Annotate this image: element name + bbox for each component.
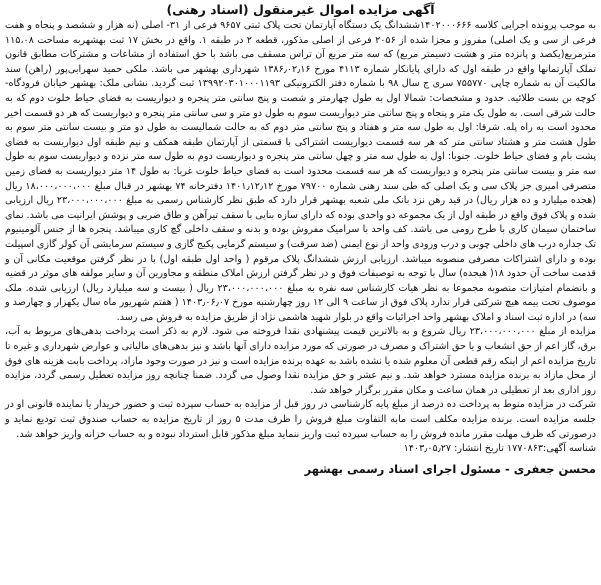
notice-title: آگهی مزایده اموال غیرمنقول (اسناد رهنی) <box>166 2 435 17</box>
notice-paragraph-participation: شرکت در مزایده منوط به پرداخت ده درصد از مبلغ پایه کارشناسی در روز قبل از مزایده به حساب سپرده ثبت و حضور خریدار یا نماینده قانونی او در جلسه مزایده است. برنده مزایده مکلف است مابه التفاوت مبلغ فروش را ظرف مدت ۵ روز از تاریخ مزایده به حساب صندوق ثبت تودیع نماید و درصورتی که ظرف مهلت مقرر مانده فروش را به حساب سپرده ثبت واریز ننماید مبلغ مذکور قابل استرداد نبوده و به حساب خزانه واریز خواهد شد. <box>5 399 596 440</box>
notice-id-label: شناسه آگهی: <box>543 443 596 455</box>
notice-signature: محسن جعفری - مسئول اجرای اسناد رسمی بهشهر <box>304 461 596 476</box>
notice-paragraph-property: به موجب پرونده اجرایی کلاسه ۱۴۰۲۰۰۰۶۶۶ششدانگ یک دستگاه آپارتمان تحت پلاک ثبتی ۹۶۵۷ فرعی از ۳۱- اصلی (نه هزار و ششصد و پنجاه و هفت فرعی از سی و یک اصلی) مفروز و مجزا شده از ۲۰۵۶ فرعی از اصلی مذکور، قطعه ۲ در طبقه ۱. واقع در بخش ۱۷ ثبت بهشهربه مساحت ۱۱۵،۰۸ مترمربع(یکصد و پانزده متر و هشت دسیمتر مربع) که سه متر مربع آن تراس مسقف می باشد با حق استفاده از مشاعات و مشترکات مطابق قانون تملک آپارتمانها واقع در طبقه اول که دارای پایانکار شماره ۴۱۱۳ مورخ ۱۳۸۶٫۰۲٫۱۶ شهرداری بهشهر می باشد. ملکی حمید سهرابی‌پور (راهن) سند مالکیت آن به شماره چاپی ۷۵۵۷۷۰ سری ج سال ۹۸ با شماره دفتر الکترونیکی ۱۳۹۹۲۰۳۰۱۰۰۰۱۱۹۳ ثبت گردید. نشانی ملک: بهشهر خیابان فرودگاه- کوچه بن بست طلائیه. حدود و مشخصات: شمالا اول به طول چهارمتر و شصت و پنج سانتی متر پنجره و دیواریست به فضای حیاط خلوت دوم که به حالت شرقی است. به طول یک متر و پنجاه و پنج سانتی متر دیواریست سوم به طول دو متر و سی سانتی متر پنجره و دیواریست که هر دو قسمت اخیر محدود است به راه پله. شرقا: اول به طول سه متر و هفتاد و پنج سانتی متر دوم که به حالت شمالیست به طول دو متر و بیست سانتی متر سوم به طول هشت متر و هشتاد سانتی متر که هر سه قسمت دیواریست اشتراکی با قسمتی از آپارتمان طبقه همکف و نیم طبقه اول دیواریست به فضای پشت بام و فضای حیاط خلوت. جنوبا: اول به طول سه متر و چهل سانتی متر پنجره و دیواریست دوم به طول سه متر نزده و دیواریست سوم به طول سه متر و بیست سانتی متر پنجره و دیواریست که هر سه قسمت محدود است به فضای حیاط خلوت غربا: به طول ۱۴ متر دیواریست به فضای زمین متصرفی امیری جز پلاک سی و یک اصلی که طی سند رهنی شماره ۷۹۷۰۰ مورخ ۱۴۰۱٫۱۲٫۱۲ دفترخانه ۷۴ بهشهر در قبال مبلغ ۱۸،۰۰۰،۰۰۰،۰۰۰ ریال (هجده میلیارد و ده هزار ریال) در قید رهن نزد بانک ملی شعبه بهشهر قرار دارد که طبق نظر کارشناس رسمی به مبلغ ۲۳،۰۰۰،۰۰۰،۰۰۰ ریال ارزیابی شده و پلاک فوق واقع در طبقه اول از یک مجموعه دو واحدی بوده که دارای سازه بنایی با سقف تیرآهن و طاق ضربی و پوشش ایرانیت می باشد. نمای ساختمان سیمان کاری با طرح رومی می باشد. کف واحد با سرامیک مفروش بوده و بدنه و سقف داخلی گچ کاری میباشد. پنجره ها از جنس آلومینیوم تک جداره درب های داخلی چوبی و درب ورودی واحد از نوع ایمنی (ضد سرقت) و سیستم گرمایی پکیج گازی و سیستم سرمایشی آن کولر گازی اسپیلت بوده و دارای اشتراکات مصرفی منصوبه میباشد. ارزیابی ارزش ششدانگ پلاک مرقوم ( واحد اول طبقه اول) با در نظر گرفتن موقعیت مکانی آن و قدمت ساخت آن حدود ۱۸( هیجده) سال با توجه به توصیفات فوق و در نظر گرفتن ارزش املاک منطقه و مجاورین آن و سایر مولفه های موثر در قضیه و بانضمام امتیازات منصوبه مجموعا به نظر هیات کارشناس سه نفره به مبلغ ۲۳،۰۰۰،۰۰۰،۰۰۰ ریال ( بیست و سه میلیارد ریال) ارزیابی شده. ملک موصوف تحت بیمه هیچ شرکتی قرار ندارد پلاک فوق از ساعت ۹ الی ۱۲ روز چهارشنبه مورخ ۱۴۰۳٫۰۶٫۰۷ ( هفتم شهریور ماه سال یکهزار و چهارصد و سه) در اداره ثبت اسناد و املاک بهشهر واحد اجرائیات واقع در بلوار شهید هاشمی نژاد از طریق مزایده به فروش می رسد. <box>5 20 597 323</box>
notice-body <box>5 19 596 442</box>
notice-id-value: ۱۷۷۰۸۶۳ <box>506 443 544 455</box>
notice-footer-line <box>5 442 596 457</box>
notice-paragraph-terms: مزایده از مبلغ ۲۳،۰۰۰،۰۰۰،۰۰۰ ریال شروع و به بالاترین قیمت پیشنهادی نقدا فروخته می شود. لازم به ذکر است پرداخت بدهی‌های مربوط به آب، برق، گاز اعم از حق انشعاب و یا حق اشتراک و مصرف در صورتی که مورد مزایده دارای آنها باشد و نیز بدهی‌های مالیاتی و عوارض شهرداری و غیره تا تاریخ مزایده اعم از اینکه رقم قطعی آن معلوم شده یا نشده باشد به عهده برنده مزایده است و نیز در صورت وجود مازاد، پرداخت بابت هزینه های فوق از محل مازاد به برنده مزایده مسترد خواهد شد. و نیم عشر و حق مزایده نقدا وصول می گردد. ضمنا چنانچه روز مزایده تعطیل رسمی گردد، مزایده روز اداری بعد از تعطیلی در همان ساعت و مکان مقرر برگزار خواهد شد. <box>5 326 596 396</box>
publish-date-value: ۱۴۰۳٫۰۵٫۲۷ <box>403 443 452 455</box>
publish-date-label: تاریخ انتشار: <box>454 443 504 455</box>
